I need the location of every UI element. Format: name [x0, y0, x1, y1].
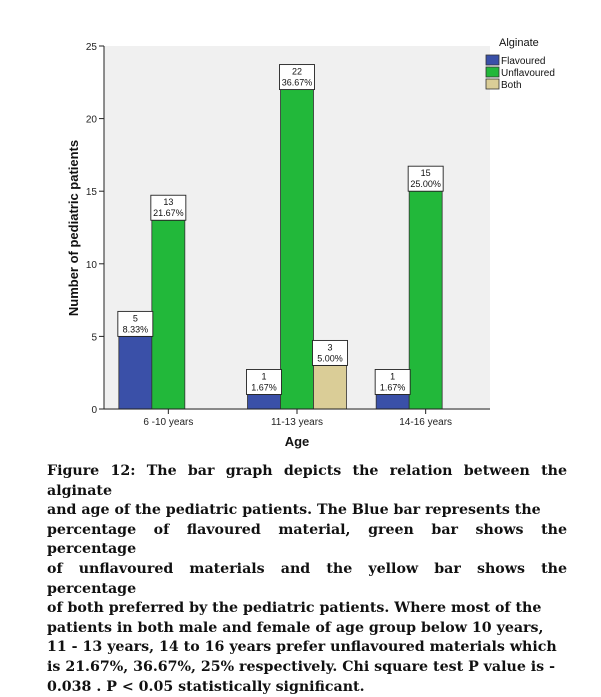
legend-title: Alginate [499, 37, 539, 49]
y-tick-label: 5 [91, 332, 97, 344]
caption-line: is 21.67%, 36.67%, 25% respectively. Chi square test P value is - [47, 658, 555, 675]
data-label-count: 1 [390, 371, 396, 382]
x-tick-label: 11-13 years [270, 417, 324, 428]
caption-line: percentage of flavoured material, green bar shows the percentage [47, 521, 567, 558]
legend-label-both: Both [501, 80, 522, 91]
data-label-percent: 21.67% [153, 208, 184, 219]
caption-line: of both preferred by the pediatric patients. Where most of the [47, 600, 542, 617]
y-axis-title: Number of pediatric patients [66, 139, 81, 317]
legend-swatch-both [486, 79, 499, 89]
data-label-count: 1 [261, 371, 267, 382]
x-axis-title: Age [284, 434, 310, 449]
y-tick-label: 0 [91, 405, 97, 416]
data-label-percent: 5.00% [317, 353, 343, 364]
caption-line: 11 - 13 years, 14 to 16 years prefer unflavoured materials which [47, 639, 557, 656]
x-tick-label: 14-16 years [399, 417, 453, 428]
data-label-count: 15 [420, 168, 431, 179]
data-label-count: 3 [327, 342, 333, 353]
caption-line: Figure 12: The bar graph depicts the relation between the alginate [47, 463, 567, 499]
data-label-count: 22 [291, 66, 303, 77]
legend-swatch-unflavoured [486, 67, 499, 77]
bar-both [314, 365, 347, 409]
caption-line: patients in both male and female of age group below 10 years, [47, 619, 544, 636]
legend-swatch-flavoured [486, 55, 499, 65]
caption-line: and age of the pediatric patients. The Blue bar represents the [47, 502, 541, 519]
legend-label-unflavoured: Unflavoured [501, 68, 555, 79]
y-tick-label: 10 [85, 259, 97, 271]
bar-flavoured [248, 394, 281, 409]
caption-line: 0.038 . P < 0.05 statistically significant. [47, 678, 365, 695]
bar-unflavoured [152, 220, 185, 409]
data-label-percent: 36.67% [281, 77, 313, 88]
figure-caption [47, 462, 567, 697]
x-tick-label: 6 -10 years [143, 417, 194, 428]
caption-line: of unflavoured materials and the yellow bar shows the percentage [47, 560, 567, 597]
bar-unflavoured [409, 191, 442, 409]
bar-flavoured [376, 394, 409, 409]
legend-label-flavoured: Flavoured [501, 56, 546, 67]
data-label-percent: 1.67% [379, 382, 406, 393]
y-tick-label: 25 [85, 42, 97, 53]
data-label-percent: 25.00% [410, 179, 441, 190]
y-tick-label: 20 [85, 114, 97, 126]
bar-flavoured [119, 336, 152, 409]
y-tick-label: 15 [85, 187, 97, 199]
data-label-percent: 1.67% [251, 382, 277, 393]
data-label-percent: 8.33% [122, 324, 149, 335]
data-label-count: 13 [163, 197, 174, 208]
bar-unflavoured [281, 90, 314, 409]
data-label-count: 5 [132, 313, 138, 324]
